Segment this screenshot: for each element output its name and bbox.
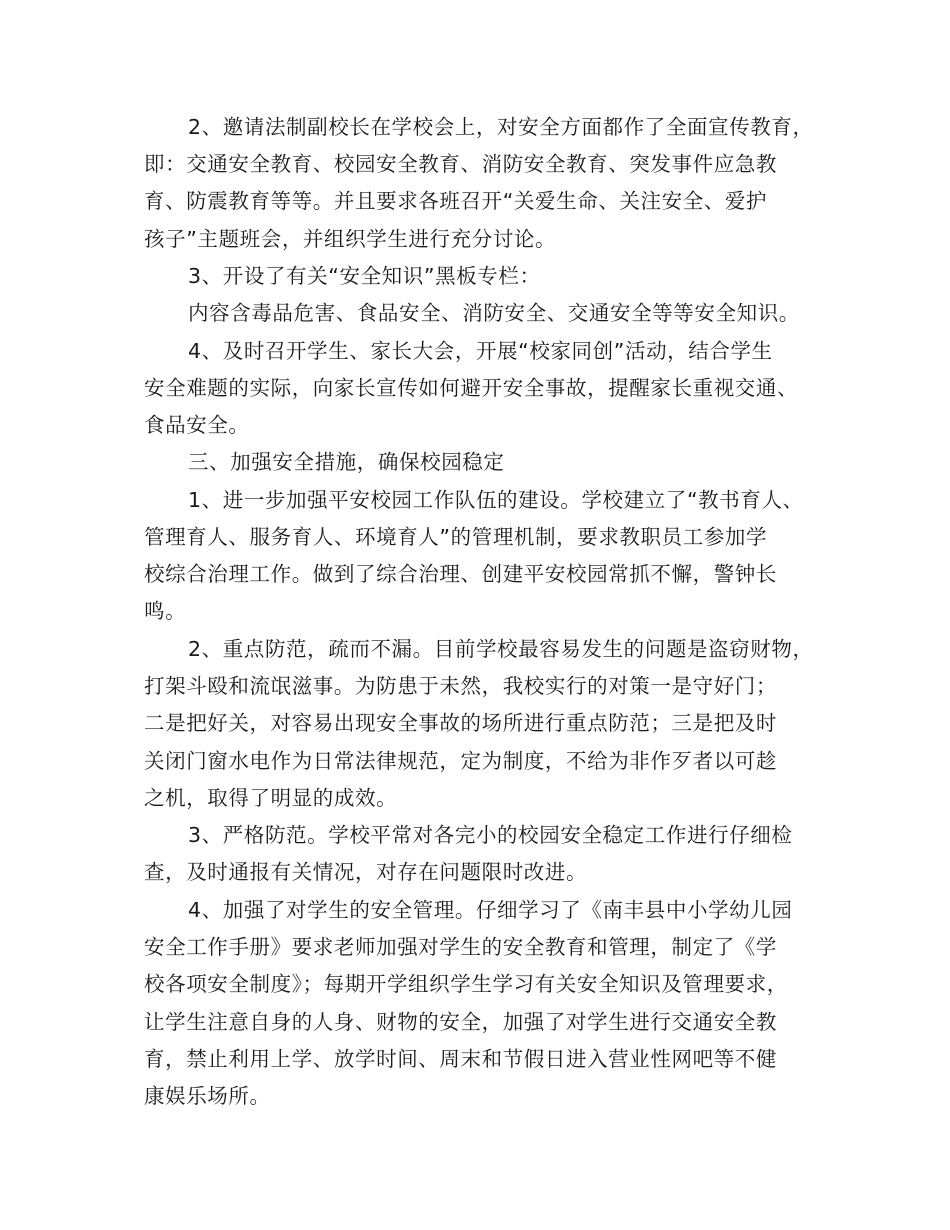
text-line: 育、防震教育等等。并且要求各班召开“关爱生命、关注安全、爱护 (144, 189, 768, 213)
text-line: 2、邀请法制副校长在学校会上，对安全方面都作了全面宣传教育， (188, 115, 814, 139)
text-line: 3、开设了有关“安全知识”黑板专栏： (188, 264, 541, 288)
text-line: 3、严格防范。学校平常对各完小的校园安全稳定工作进行仔细检 (188, 823, 793, 847)
text-line: 让学生注意自身的人身、财物的安全，加强了对学生进行交通安全教 (144, 1010, 777, 1034)
text-line: 4、加强了对学生的安全管理。仔细学习了《南丰县中小学幼儿园 (188, 898, 793, 922)
text-line: 二是把好关，对容易出现安全事故的场所进行重点防范；三是把及时 (144, 711, 777, 735)
text-line: 校各项安全制度》；每期开学组织学生学习有关安全知识及管理要求， (144, 972, 788, 996)
section-heading: 三、加强安全措施，确保校园稳定 (188, 450, 505, 474)
text-line: 关闭门窗水电作为日常法律规范，定为制度，不给为非作歹者以可趁 (144, 749, 777, 773)
text-line: 4、及时召开学生、家长大会，开展“校家同创”活动，结合学生 (188, 339, 773, 363)
text-line: 管理育人、服务育人、环境育人”的管理机制，要求教职员工参加学 (144, 525, 768, 549)
text-line: 鸣。 (144, 599, 187, 623)
text-line: 2、重点防范，疏而不漏。目前学校最容易发生的问题是盗窃财物， (188, 637, 814, 661)
text-line: 校综合治理工作。做到了综合治理、创建平安校园常抓不懈，警钟长 (144, 562, 777, 586)
text-line: 打架斗殴和流氓滋事。为防患于未然，我校实行的对策一是守好门； (144, 674, 777, 698)
text-line: 安全难题的实际，向家长宣传如何避开安全事故，提醒家长重视交通、 (144, 376, 799, 400)
text-line: 内容含毒品危害、食品安全、消防安全、交通安全等等安全知识。 (188, 301, 800, 325)
text-line: 孩子”主题班会，并组织学生进行充分讨论。 (144, 227, 557, 251)
text-line: 食品安全。 (144, 413, 250, 437)
text-line: 育，禁止利用上学、放学时间、周末和节假日进入营业性网吧等不健 (144, 1047, 777, 1071)
text-line: 康娱乐场所。 (144, 1084, 271, 1108)
text-line: 1、进一步加强平安校园工作队伍的建设。学校建立了“教书育人、 (188, 488, 804, 512)
text-line: 即：交通安全教育、校园安全教育、消防安全教育、突发事件应急教 (144, 152, 777, 176)
text-line: 安全工作手册》要求老师加强对学生的安全教育和管理，制定了《学 (144, 935, 777, 959)
text-line: 之机，取得了明显的成效。 (144, 786, 398, 810)
text-line: 查，及时通报有关情况，对存在问题限时改进。 (144, 860, 588, 884)
